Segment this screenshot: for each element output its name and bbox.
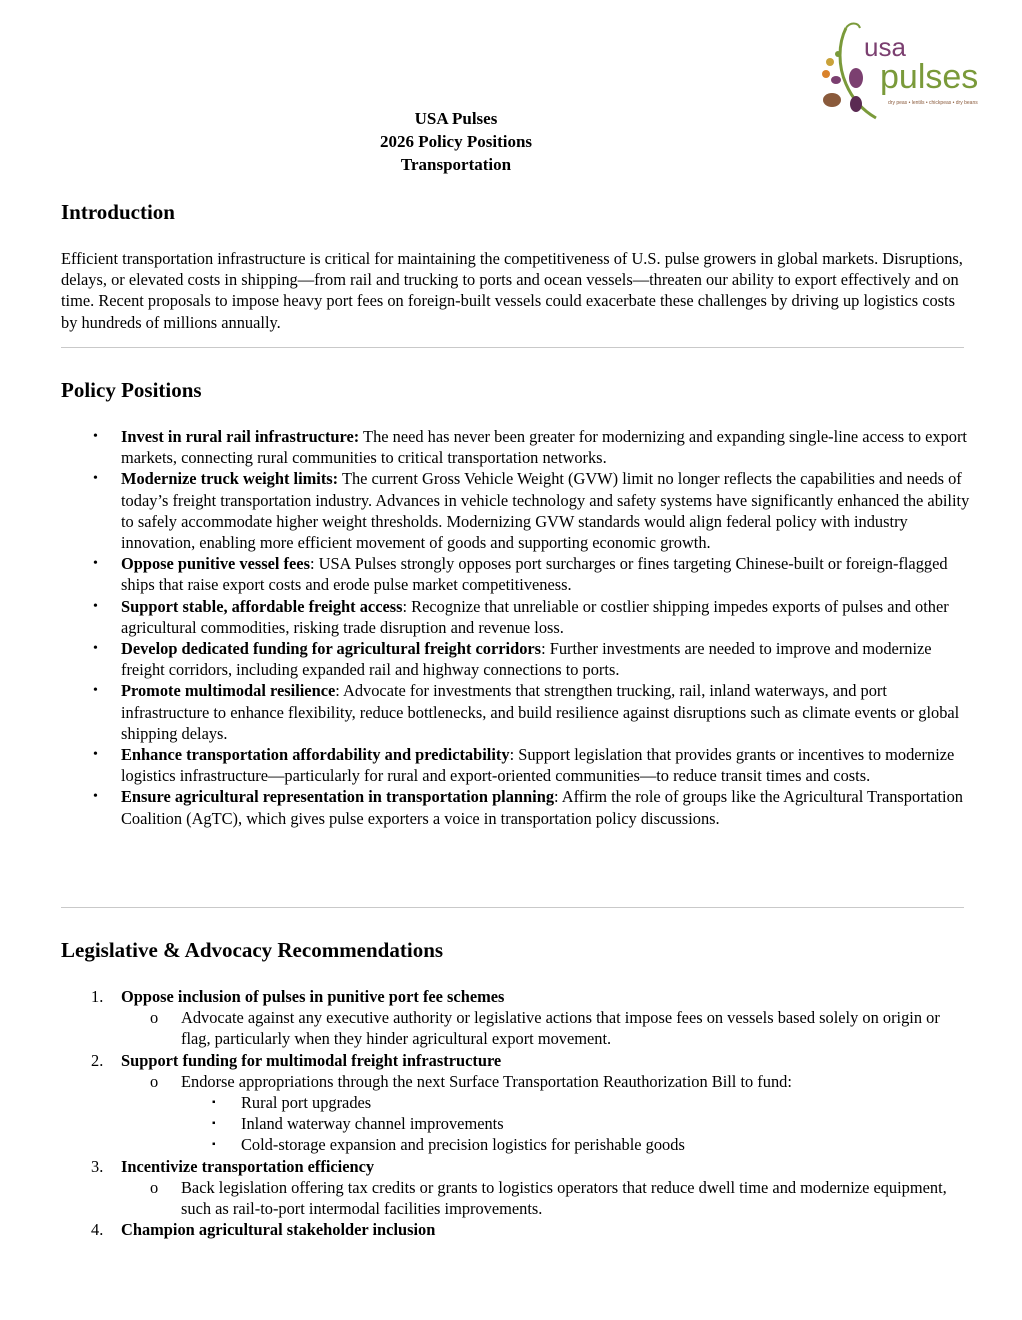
logo-tagline: dry peas • lentils • chickpeas • dry beans (888, 100, 978, 106)
policy-item-title: Invest in rural rail infrastructure: (121, 427, 360, 446)
list-item (93, 744, 971, 786)
title-topic: Transportation (400, 155, 512, 174)
logo-bean-purple (831, 76, 841, 84)
bullet-dot: • (93, 789, 98, 805)
policy-item-text: : Affirm the role of groups like the Agricultural Transportation Coalition (AgTC), which gives pulse exporters a voice in transportation policy discussions. (121, 787, 963, 828)
legislative-heading: Legislative & Advocacy Recommendations (61, 938, 444, 962)
policy-item-text: : Recognize that unreliable or costlier shipping impedes exports of pulses and other agricultural commodities, risking trade disruption and revenue loss. (121, 596, 949, 637)
title-year: 2026 Policy Positions (379, 132, 533, 151)
policy-list (93, 426, 971, 829)
policy-item-text: : USA Pulses strongly opposes port surcharges or fines targeting Chinese-built or foreign-flagged ships that raise export costs and erode pulse market competitiveness. (121, 554, 948, 595)
title-org: USA Pulses (414, 109, 498, 128)
policy-heading: Policy Positions (61, 378, 202, 402)
list-item (0, 986, 1022, 1050)
policy-item-text: : Support legislation that provides grants or incentives to modernize logistics infrastructure—particularly for rural and export-oriented communities—to reduce transit times and costs. (121, 745, 955, 786)
sub-sub-item-text: Inland waterway channel improvements (241, 1114, 504, 1134)
sub-item-text: Back legislation offering tax credits or grants to logistics operators that reduce dwell time and modernize equipment, such as rail-to-port intermodal facilities improvements. (181, 1177, 947, 1219)
logo-pea-orange (822, 70, 830, 78)
bullet-dot: • (93, 641, 98, 657)
item-number: 4. (91, 1220, 104, 1240)
document-title (0, 107, 912, 176)
bullet-dot: • (93, 556, 98, 572)
recommendation-title: Champion agricultural stakeholder inclusion (121, 1220, 436, 1240)
sub-item (150, 1071, 961, 1092)
sub-sub-item (212, 1092, 1022, 1113)
list-item (0, 1050, 1022, 1156)
list-item (93, 638, 971, 680)
logo-word-pulses: pulses (880, 58, 979, 96)
recommendation-title: Oppose inclusion of pulses in punitive port fee schemes (121, 987, 505, 1006)
policy-item-title: Modernize truck weight limits: (121, 469, 339, 489)
square-bullet: ▪ (212, 1139, 216, 1151)
bullet-dot: • (93, 429, 98, 444)
list-item (93, 468, 971, 553)
sub-item (150, 1007, 961, 1049)
sub-item (150, 1177, 961, 1219)
logo-bean-brown (823, 93, 841, 107)
legislative-list (0, 986, 1022, 1240)
circle-bullet: o (150, 1008, 159, 1028)
intro-heading: Introduction (61, 200, 175, 224)
usa-pulses-logo (816, 18, 982, 120)
square-bullet: ▪ (212, 1097, 216, 1109)
bullet-dot: • (93, 598, 98, 614)
policy-item-title: Enhance transportation affordability and predictability (121, 745, 510, 765)
policy-item-text: The need has never been greater for modernizing and expanding single-line access to export markets, connecting rural communities to critical transportation networks. (121, 427, 967, 468)
bullet-dot: • (93, 683, 98, 699)
recommendation-title: Incentivize transportation efficiency (121, 1156, 375, 1176)
bullet-dot: • (93, 747, 98, 763)
logo-pea-gold (826, 58, 834, 66)
list-item (0, 1219, 1022, 1240)
policy-item-text: : Further investments are needed to improve and modernize freight corridors, including expanded rail and highway connections to ports. (121, 639, 932, 680)
policy-item-title: Ensure agricultural representation in transportation planning (121, 787, 555, 807)
sub-sub-item-text: Rural port upgrades (241, 1093, 372, 1113)
logo-word-usa: usa (864, 32, 906, 62)
intro-paragraph: Efficient transportation infrastructure is critical for maintaining the competitiveness of U.S. pulse growers in global markets. Disruptions, delays, or elevated costs in shipping—from rail and trucking to ports and ocean vessels—threaten our ability to export effectively and on time. Recent proposals to impose heavy port fees on foreign-built vessels could exacerbate these challenges by driving up logistics costs by hundreds of millions annually. (61, 249, 963, 332)
sub-sub-item-text: Cold-storage expansion and precision logistics for perishable goods (241, 1135, 685, 1155)
square-bullet: ▪ (212, 1118, 216, 1130)
recommendation-title: Support funding for multimodal freight infrastructure (121, 1050, 502, 1070)
policy-item-title: Develop dedicated funding for agricultural freight corridors (121, 639, 542, 659)
sub-sub-item (212, 1113, 1022, 1134)
logo-pea-green (835, 51, 841, 57)
bullet-dot: • (93, 471, 98, 487)
sub-sub-item (212, 1134, 1022, 1155)
section-divider (61, 347, 964, 348)
policy-item-title: Promote multimodal resilience (121, 681, 336, 701)
list-item (93, 596, 971, 638)
list-item (0, 1156, 1022, 1220)
item-number: 1. (91, 987, 104, 1006)
policy-item-text: The current Gross Vehicle Weight (GVW) limit no longer reflects the capabilities and needs of today’s freight transportation industry. Advances in vehicle technology and safety systems have significantly enhanced the ability to safely accommodate higher weight thresholds. Modernizing GVW standards would align federal policy with industry innovation, enabling more efficient movement of goods and supporting economic growth. (121, 469, 970, 553)
sub-item-text: Endorse appropriations through the next Surface Transportation Reauthorization Bill to fund: (181, 1071, 792, 1091)
list-item (93, 786, 971, 828)
list-item (93, 426, 971, 468)
item-number: 2. (91, 1050, 104, 1070)
policy-item-title: Oppose punitive vessel fees (121, 554, 310, 574)
list-item (93, 553, 971, 595)
circle-bullet: o (150, 1071, 159, 1091)
sub-item-text: Advocate against any executive authority or legislative actions that impose fees on vessels based solely on origin or flag, particularly when they hinder agricultural export movement. (181, 1008, 940, 1049)
policy-item-text: : Advocate for investments that strengthen trucking, rail, inland waterways, and port infrastructure to enhance flexibility, reduce bottlenecks, and build resilience against disruptions such as climate events or global shipping delays. (121, 681, 960, 743)
policy-item-title: Support stable, affordable freight access (121, 596, 403, 616)
circle-bullet: o (150, 1177, 159, 1197)
logo-bean-large (849, 68, 863, 88)
list-item (93, 680, 971, 744)
item-number: 3. (91, 1156, 104, 1176)
section-divider (61, 907, 964, 908)
